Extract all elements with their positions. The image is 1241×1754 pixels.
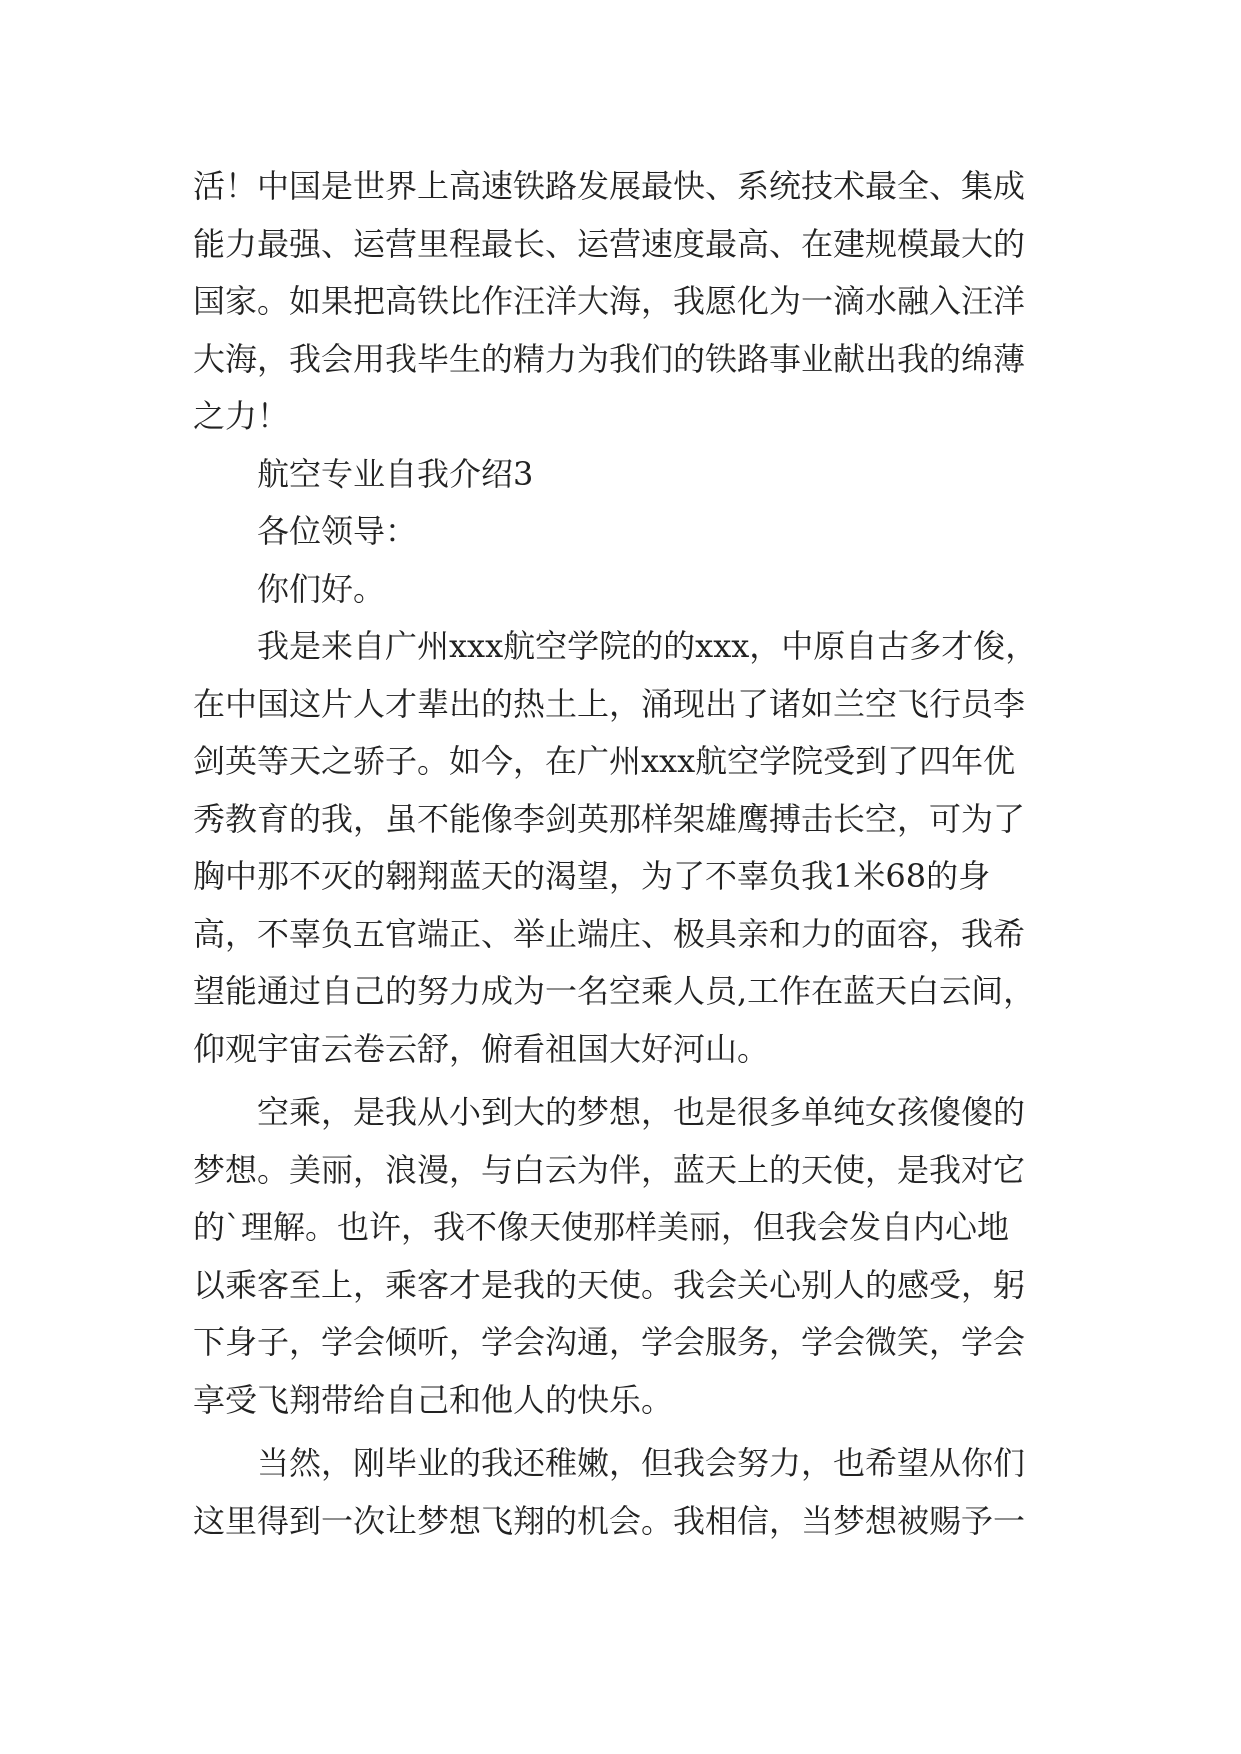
text-line: 大海，我会用我毕生的精力为我们的铁路事业献出我的绵薄: [193, 339, 1026, 378]
text-line: 高，不辜负五官端正、举止端庄、极具亲和力的面容，我希: [193, 914, 1026, 953]
text-line: 仰观宇宙云卷云舒，俯看祖国大好河山。: [193, 1029, 770, 1068]
section-heading: 航空专业自我介绍3: [257, 454, 534, 493]
text-line: 空乘，是我从小到大的梦想，也是很多单纯女孩傻傻的: [257, 1093, 1026, 1131]
text-line: 下身子，学会倾听，学会沟通，学会服务，学会微笑，学会: [193, 1323, 1026, 1361]
paragraph-closing-high-speed-rail: [193, 158, 1059, 446]
text-line: 国家。如果把高铁比作汪洋大海，我愿化为一滴水融入汪洋: [193, 282, 1026, 320]
text-line: 我是来自广州xxx航空学院的的xxx，中原自古多才俊，: [257, 627, 1038, 665]
text-line: 活！中国是世界上高速铁路发展最快、系统技术最全、集成: [193, 167, 1026, 205]
paragraph-dream: [193, 1084, 1059, 1429]
text-line: 这里得到一次让梦想飞翔的机会。我相信，当梦想被赐予一: [193, 1501, 1026, 1540]
text-line: 秀教育的我，虽不能像李剑英那样架雄鹰搏击长空，可为了: [193, 799, 1026, 838]
text-line: 剑英等天之骄子。如今，在广州xxx航空学院受到了四年优: [193, 742, 1016, 780]
text-line: 胸中那不灭的翱翔蓝天的渴望，为了不辜负我1米68的身: [193, 857, 991, 895]
document-body: [193, 158, 1059, 1550]
text-line: 当然，刚毕业的我还稚嫩，但我会努力，也希望从你们: [257, 1444, 1026, 1482]
text-line: 能力最强、运营里程最长、运营速度最高、在建规模最大的: [193, 224, 1026, 263]
text-line: 梦想。美丽，浪漫，与白云为伴，蓝天上的天使，是我对它: [193, 1150, 1026, 1189]
paragraph-introduction: [193, 618, 1059, 1078]
text-line: 以乘客至上，乘客才是我的天使。我会关心别人的感受，躬: [193, 1265, 1026, 1304]
text-line: 享受飞翔带给自己和他人的快乐。: [193, 1380, 674, 1419]
salutation: 各位领导：: [257, 512, 418, 550]
text-line: 的`理解。也许，我不像天使那样美丽，但我会发自内心地: [193, 1208, 1010, 1246]
greeting: 你们好。: [257, 569, 386, 608]
text-line: 望能通过自己的努力成为一名空乘人员,工作在蓝天白云间，: [193, 972, 1036, 1010]
text-line: 在中国这片人才辈出的热土上，涌现出了诸如兰空飞行员李: [193, 684, 1026, 723]
text-line: 之力！: [193, 397, 290, 435]
paragraph-hope: [193, 1435, 1059, 1550]
